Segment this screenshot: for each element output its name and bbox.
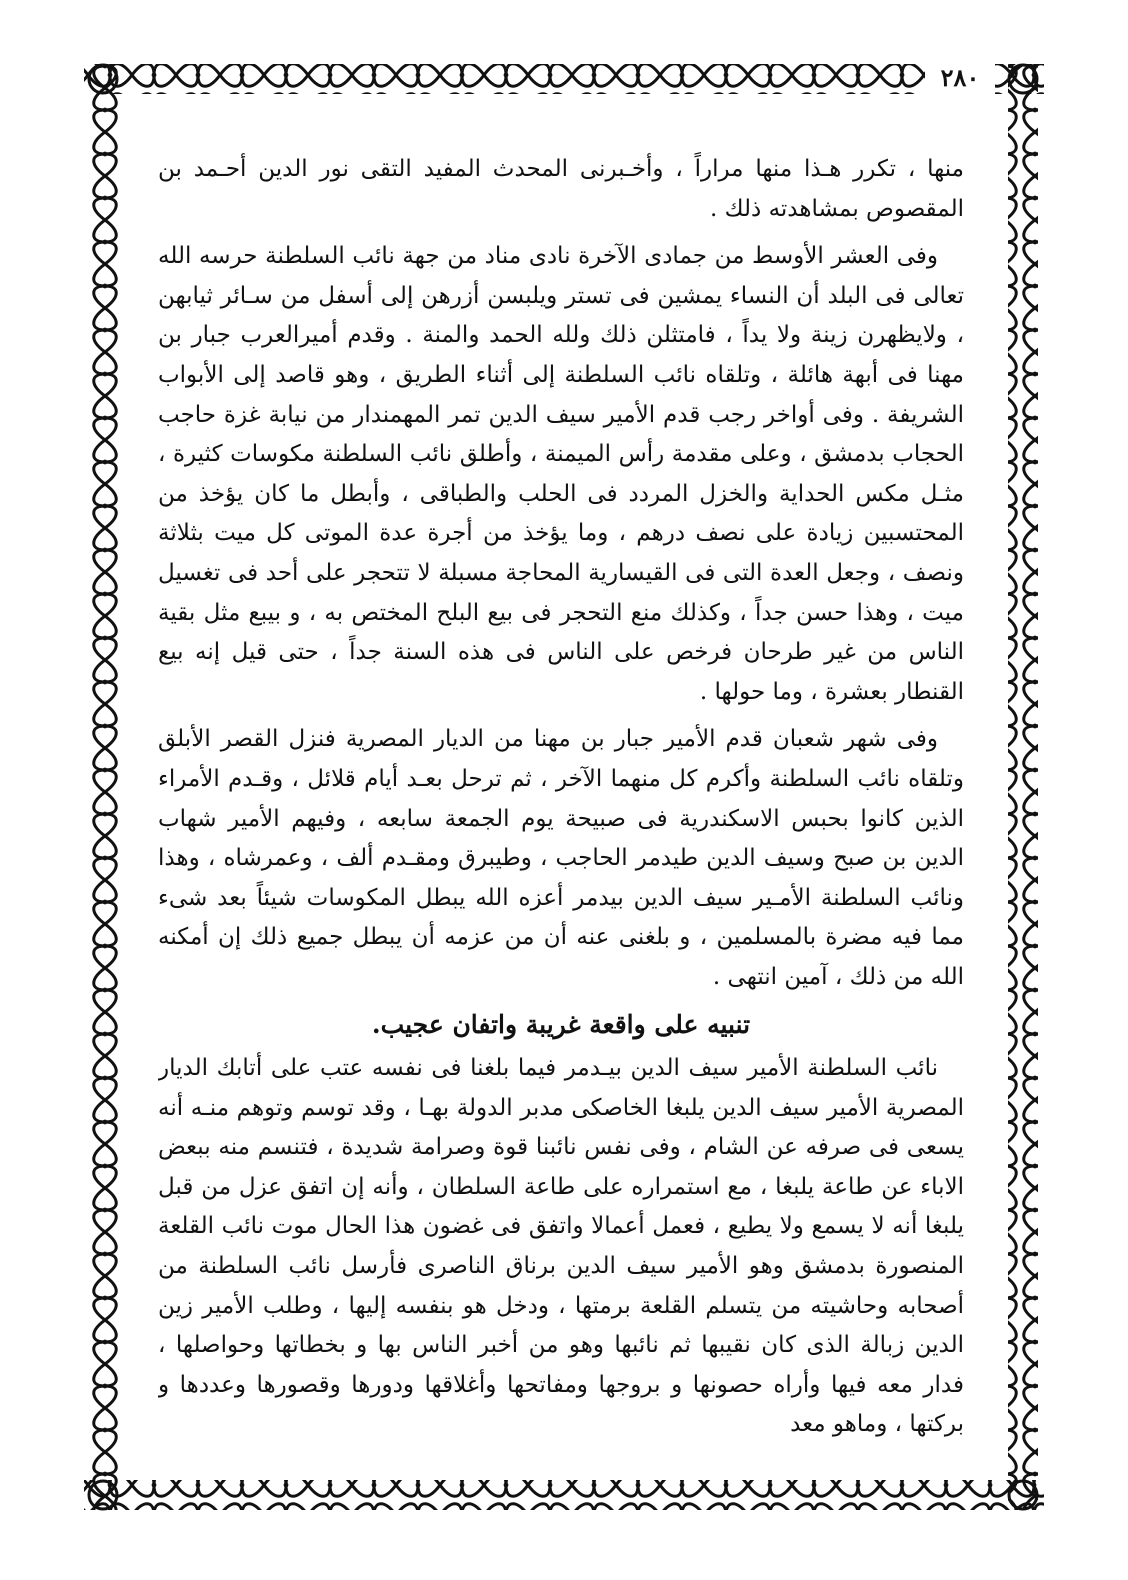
section-heading: تنبيه على واقعة غريبة واتفان عجيب. (371, 1010, 751, 1040)
page-number: ٢٨٠ (925, 60, 995, 96)
paragraph: وفى العشر الأوسط من جمادى الآخرة نادى مناد من جهة نائب السلطنة حرسه الله تعالى فى البلد أن النساء يمشين فى تستر ويلبسن أزرهن إلى أسفل من سـائر ثيابهن ، ولايظهرن زينة ولا يداً ، فامتثلن ذلك ولله الحمد والمنة . وقدم أميرالعرب جبار بن مهنا فى أبهة هائلة ، وتلقاه نائب السلطنة إلى أثناء الطريق ، وهو قاصد إلى الأبواب الشريفة . وفى أواخر رجب قدم الأمير سيف الدين تمر المهمندار من نيابة غزة حاجب الحجاب بدمشق ، وعلى مقدمة رأس الميمنة ، وأطلق نائب السلطنة مكوسات كثيرة ، مثـل مكس الحداية والخزل المردد فى الحلب والطباقى ، وأبطل ما كان يؤخذ من المحتسبين زيادة على نصف درهم ، وما يؤخذ من أجرة عدة الموتى كل ميت بثلاثة ونصف ، وجعل العدة التى فى القيسارية المحاجة مسبلة لا تتحجر على أحد فى تغسيل ميت ، وهذا حسن جداً ، وكذلك منع التحجر فى بيع البلح المختص به ، و بيبع مثل بقية الناس من غير طرحان فرخص على الناس فى هذه السنة جداً ، حتى قيل إنه بيع القنطار بعشرة ، وما حولها . (158, 243, 964, 705)
page-text (158, 150, 964, 1450)
paragraph: نائب السلطنة الأمير سيف الدين بيـدمر فيما بلغنا فى نفسه عتب على أتابك الديار المصرية الأمير سيف الدين يلبغا الخاصكى مدبر الدولة بهـا ، وقد توسم وتوهم منـه أنه يسعى فى صرفه عن الشام ، وفى نفس نائبنا قوة وصرامة شديدة ، فتنسم منه ببعض الاباء عن طاعة يلبغا ، مع استمراره على طاعة السلطان ، وأنه إن اتفق عزل من قبل يلبغا أنه لا يسمع ولا يطيع ، فعمل أعمالا واتفق فى غضون هذا الحال موت نائب القلعة المنصورة بدمشق وهو الأمير سيف الدين برناق الناصرى فأرسل نائب السلطنة من أصحابه وحاشيته من يتسلم القلعة برمتها ، ودخل هو بنفسه إليها ، وطلب الأمير زين الدين زبالة الذى كان نقيبها ثم نائبها وهو من أخبر الناس بها و بخطاتها وحواصلها ، فدار معه فيها وأراه حصونها و بروجها ومفاتحها وأغلاقها ودورها وقصورها وعددها و بركتها ، وماهو معد (158, 1055, 964, 1438)
paragraph: منها ، تكرر هـذا منها مراراً ، وأخـبرنى المحدث المفيد التقى نور الدين أحـمد بن المقصوص بمشاهدته ذلك . (158, 156, 964, 222)
paragraph: وفى شهر شعبان قدم الأمير جبار بن مهنا من الديار المصرية فنزل القصر الأبلق وتلقاه نائب السلطنة وأكرم كل منهما الآخر ، ثم ترحل بعـد أيام قلائل ، وقـدم الأمراء الذين كانوا بحبس الاسكندرية فى صبيحة يوم الجمعة سابعه ، وفيهم الأمير شهاب الدين بن صبح وسيف الدين طيدمر الحاجب ، وطيبرق ومقـدم ألف ، وعمرشاه ، وهذا ونائب السلطنة الأمـير سيف الدين بيدمر أعزه الله يبطل المكوسات شيئاً بعد شىء مما فيه مضرة بالمسلمين ، و بلغنى عنه أن من عزمه أن يبطل جميع ذلك إن أمكنه الله من ذلك ، آمين انتهى . (158, 726, 964, 990)
